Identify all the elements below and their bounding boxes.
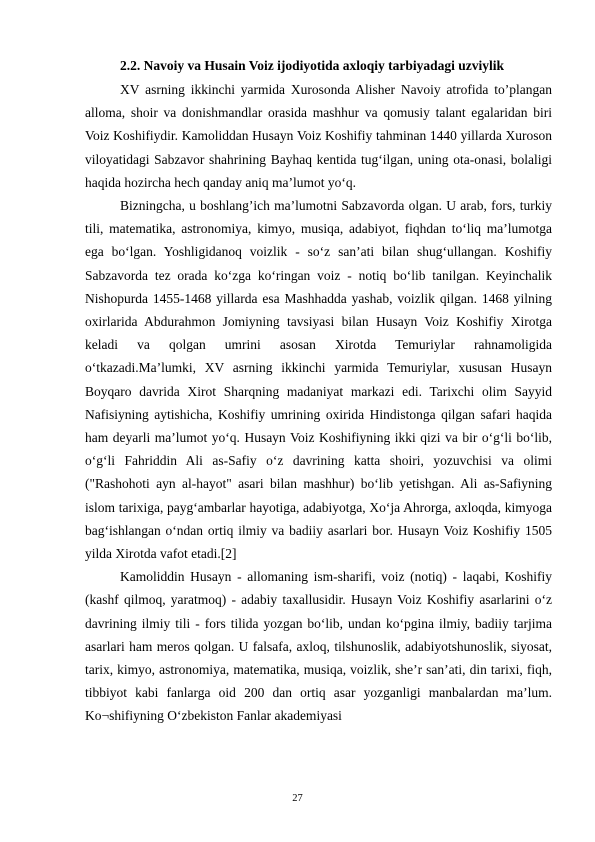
paragraph-3: Kamoliddin Husayn - allomaning ism-sharifi, voiz (notiq) - laqabi, Koshifiy (kashf qilmoq, yaratmoq) - adabiy taxallusidir. Husayn Voiz Koshifiy asarlarini o‘z davrining ilmiy tili - fors tilida yozgan bo‘lib, undan ko‘pgina ilmiy, badiiy tarjima asarlari ham meros qolgan. U falsafa, axloq, tilshunoslik, adabiyotshunoslik, siyosat, tarix, kimyo, astronomiya, matematika, musiqa, voizlik, she’r san’ati, din tarixi, fiqh, tibbiyot kabi fanlarga oid 200 dan ortiq asar yozganligi manbalardan ma’lum. Ko¬shifiyning O‘zbekiston Fanlar akademiyasi [85, 569, 552, 724]
page-number: 27 [292, 793, 303, 804]
paragraph-1: XV asrning ikkinchi yarmida Xurosonda Alisher Navoiy atrofida to’plangan alloma, shoir va donishmandlar orasida mashhur va qomusiy talant egalaridan biri Voiz Koshifiydir. Kamoliddan Husayn Voiz Koshifiy tahminan 1440 yillarda Xuroson viloyatidagi Sabzavor shahrining Bayhaq kentida tug‘ilgan, uning ota-onasi, bolaligi haqida hozircha hech qanday aniq ma’lumot yo‘q. [85, 82, 552, 190]
paragraph-2: Bizningcha, u boshlang’ich ma’lumotni Sabzavorda olgan. U arab, fors, turkiy tili, matematika, astronomiya, kimyo, musiqa, adabiyot, fiqhdan to‘liq ma’lumotga ega bo‘lgan. Yoshligidanoq voizlik - so‘z san’ati bilan shug‘ullangan. Koshifiy Sabzavorda tez orada ko‘zga ko‘ringan voiz - notiq bo‘lib tanilgan. Keyinchalik Nishopurda 1455-1468 yillarda esa Mashhadda yashab, voizlik qilgan. 1468 yilning oxirlarida Abdurahmon Jomiyning tavsiyasi bilan Husayn Voiz Koshifiy Xirotga keladi va qolgan umrini asosan Xirotda Temuriylar rahnamoligida o‘tkazadi.Ma’lumki, XV asrning ikkinchi yarmida Temuriylar, xususan Husayn Boyqaro davrida Xirot Sharqning madaniyat markazi edi. Tarixchi olim Sayyid Nafisiyning aytishicha, Koshifiy umrining oxirida Hindistonga qilgan safari haqida ham deyarli ma’lumot yo‘q. Husayn Voiz Koshifiyning ikki qizi va bir o‘g‘li bo‘lib, o‘g‘li Fahriddin Ali as-Safiy o‘z davrining katta shoiri, yozuvchisi va olimi ("Rashohoti ayn al-hayot" asari bilan mashhur) bo‘lib yetishgan. Ali as-Safiyning islom tarixiga, payg‘ambarlar hayotiga, adabiyotga, Xo‘ja Ahrorga, axloqda, kimyoga bag‘ishlangan o‘ndan ortiq ilmiy va badiiy asarlari bor. Husayn Voiz Koshifiy 1505 yilda Xirotda vafot etadi.[2] [85, 198, 552, 562]
section-heading: 2.2. Navoiy va Husain Voiz ijodiyotida axloqiy tarbiyadagi uzviylik [120, 58, 505, 73]
page-content [85, 54, 552, 728]
